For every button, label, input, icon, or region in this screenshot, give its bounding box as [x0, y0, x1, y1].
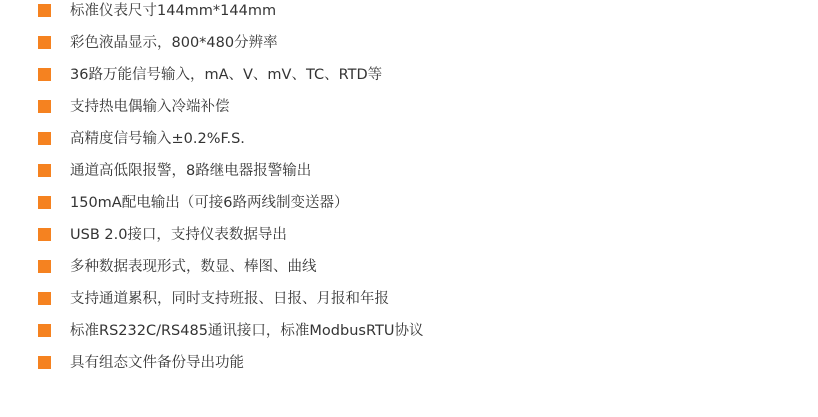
list-item	[0, 194, 818, 226]
list-item	[0, 66, 818, 98]
list-item	[0, 290, 818, 322]
feature-text: 多种数据表现形式，数显、棒图、曲线	[70, 259, 317, 275]
list-item	[0, 2, 818, 34]
feature-text: 36路万能信号输入，mA、V、mV、TC、RTD等	[70, 67, 383, 83]
list-item	[0, 98, 818, 130]
square-bullet-icon	[38, 100, 51, 113]
feature-text: 彩色液晶显示，800*480分辨率	[70, 35, 278, 51]
feature-text: 标准RS232C/RS485通讯接口，标准ModbusRTU协议	[70, 323, 424, 339]
square-bullet-icon	[38, 132, 51, 145]
square-bullet-icon	[38, 292, 51, 305]
square-bullet-icon	[38, 228, 51, 241]
feature-text: 支持通道累积，同时支持班报、日报、月报和年报	[70, 291, 389, 307]
list-item	[0, 226, 818, 258]
square-bullet-icon	[38, 324, 51, 337]
feature-text: 具有组态文件备份导出功能	[70, 355, 244, 371]
feature-text: 通道高低限报警，8路继电器报警输出	[70, 163, 312, 179]
list-item	[0, 130, 818, 162]
square-bullet-icon	[38, 356, 51, 369]
feature-text: 支持热电偶输入冷端补偿	[70, 99, 230, 115]
feature-text: 标准仪表尺寸144mm*144mm	[70, 3, 277, 19]
list-item	[0, 322, 818, 354]
feature-text: 150mA配电输出（可接6路两线制变送器）	[70, 195, 349, 211]
square-bullet-icon	[38, 4, 51, 17]
list-item	[0, 258, 818, 290]
list-item	[0, 354, 818, 386]
square-bullet-icon	[38, 260, 51, 273]
square-bullet-icon	[38, 68, 51, 81]
feature-text: 高精度信号输入±0.2%F.S.	[70, 131, 245, 147]
square-bullet-icon	[38, 36, 51, 49]
list-item	[0, 162, 818, 194]
list-item	[0, 34, 818, 66]
feature-text: USB 2.0接口，支持仪表数据导出	[70, 227, 287, 243]
square-bullet-icon	[38, 164, 51, 177]
square-bullet-icon	[38, 196, 51, 209]
